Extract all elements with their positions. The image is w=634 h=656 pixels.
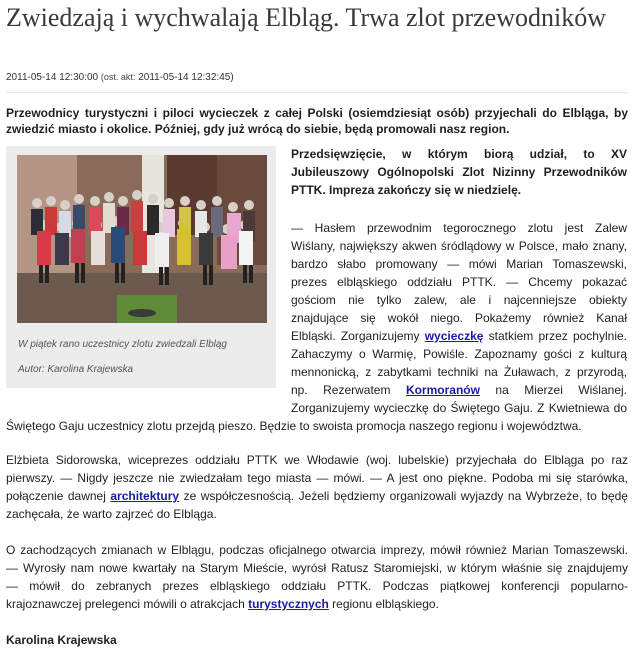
article-photo[interactable] — [17, 155, 267, 323]
title-divider — [6, 92, 628, 93]
paragraph-line: mennonicką, z zabytkami techniki na Żuławach, z przyrodą, — [291, 365, 627, 379]
paragraph-line — [6, 596, 628, 612]
intro-line: Przedsięwzięcie, w którym biorą udział, to XV — [291, 147, 627, 161]
paragraph-line: Zorganizujemy wycieczkę do Świętego Gaju. Z Kwietniewa do — [291, 401, 627, 415]
paragraph-line: Wiślany, największy akwen śródlądowy w Polsce, mało znany, — [291, 239, 627, 253]
photo-credit: Autor: Karolina Krajewska — [18, 364, 134, 375]
paragraph-line: — Wyrosły nam nowe kwartały na Starym Mieście, wyrósł Ratusz Staromiejski, w którym właśnie się znajdujemy — [6, 561, 628, 575]
paragraph-line: zachęcała, że warto zajrzeć do Elbląga. — [6, 507, 217, 521]
paragraph-line: Elżbieta Sidorowska, wiceprezes oddziału PTTK we Włodawie (woj. lubelskie) przyjechała do Elbląga po raz — [6, 453, 628, 467]
updated-date: 2011-05-14 12:32:45) — [138, 72, 234, 83]
architektury-link[interactable]: architektury — [110, 489, 180, 503]
text-segment: np. Rezerwatem — [291, 383, 391, 397]
article-meta — [6, 70, 606, 85]
paragraph-line: — mówił do zebranych prezes elbląskiego oddziału PTTK. Podczas piątkowej konferencji popularno- — [6, 579, 628, 593]
group-photo-image — [17, 155, 267, 323]
paragraph-line — [6, 488, 628, 504]
text-segment: regionu elbląskiego. — [332, 597, 439, 611]
updated-label: (ost. akt: — [100, 72, 136, 82]
article-lead: Przewodnicy turystyczni i piloci wycieczek z całej Polski (osiemdziesiąt osób) przyjechali do Elbląga, by zwiedzić miasto i okolice. Później, gdy już wrócą do siebie, będą promowali nasz region. — [6, 106, 628, 136]
text-segment: połączenie dawnej — [6, 489, 106, 503]
published-date: 2011-05-14 12:30:00 — [6, 72, 99, 83]
photo-box — [6, 146, 276, 388]
paragraph-line: gościom nie tylko zalew, ale i najcenniejsze obiekty — [291, 293, 627, 307]
paragraph-line: Zahaczymy o Warmię, Powiśle. Zapoznamy gości z kulturą — [291, 347, 627, 361]
paragraph-line: Świętego Gaju uczestnicy zlotu przejdą pieszo. Będzie to swoista promocja naszego regionu i województwa. — [6, 419, 582, 433]
article-title: Zwiedzają i wychwalają Elbląg. Trwa zlot przewodników — [6, 3, 606, 32]
text-segment: statkiem przez pochylnie. — [488, 329, 627, 343]
paragraph-line: prezes elbląskiego oddziału PTTK. — Chcemy pokazać — [291, 275, 627, 289]
text-segment: na Mierzei Wiślanej. — [495, 383, 627, 397]
text-segment: ze współczesnością. Jeżeli będziemy organizowali wyjazdy na Wybrzeże, to będę — [183, 489, 628, 503]
paragraph-line: pierwszy. — Nigdy jeszcze nie zwiedzałam tego miasta — mówi. — A jest ono piękne. Podoba mi się starówka, — [6, 471, 628, 485]
wycieczke-link[interactable]: wycieczkę — [424, 329, 484, 343]
kormoranow-link[interactable]: Kormoranów — [405, 383, 480, 397]
paragraph-line: bardzo słabo promowany — mówi Marian Tomaszewski, — [291, 257, 627, 271]
turystycznych-link[interactable]: turystycznych — [248, 597, 329, 611]
photo-caption: W piątek rano uczestnicy zlotu zwiedzali Elbląg — [18, 339, 227, 350]
text-segment: Elbląski. Zorganizujemy — [291, 329, 420, 343]
paragraph-line: — Hasłem przewodnim tegorocznego zlotu jest Zalew — [291, 221, 627, 235]
text-segment: krajoznawczej prelegenci mówili o atrakcjach — [6, 597, 245, 611]
paragraph-line — [291, 382, 627, 398]
paragraph-line: O zachodzących zmianach w Elblągu, podczas oficjalnego otwarcia imprezy, mówił również Marian Tomaszewski. — [6, 543, 628, 557]
intro-line: PTTK. Impreza zakończy się w niedzielę. — [291, 183, 522, 197]
intro-line: Jubileuszowy Ogólnopolski Zlot Nizinny Przewodników — [291, 165, 627, 179]
article-author: Karolina Krajewska — [6, 633, 117, 647]
paragraph-line: znajdujące się wokół niego. Pokażemy również Kanał — [291, 311, 627, 325]
paragraph-line — [291, 328, 627, 344]
